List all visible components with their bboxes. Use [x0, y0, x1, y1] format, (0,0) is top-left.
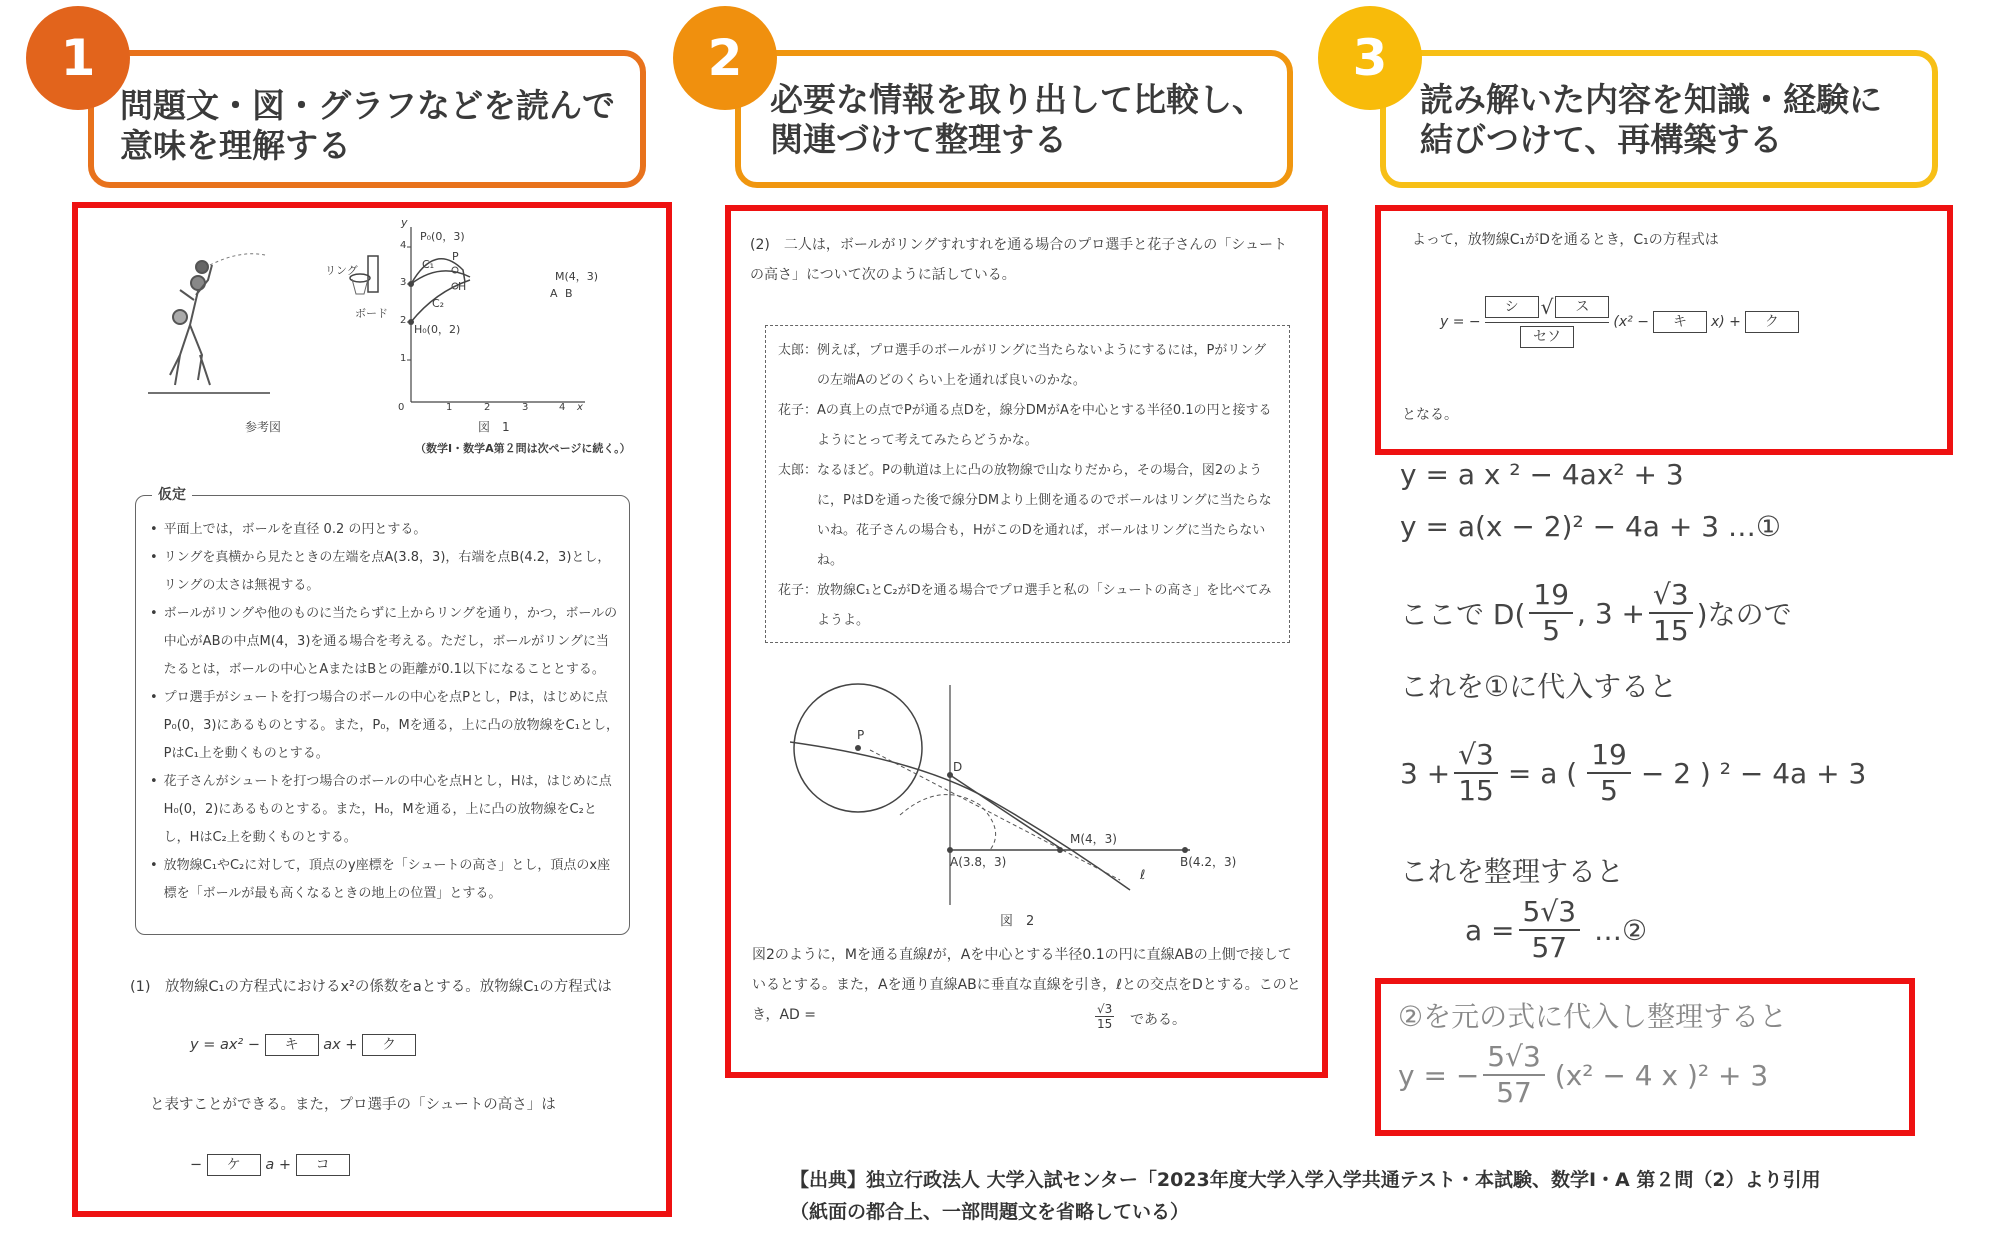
step1-text: 問題文・図・グラフなどを読んで 意味を理解する: [120, 86, 615, 165]
fig2-b-label: B(4.2，3): [1180, 855, 1237, 869]
dialogue-speaker: 花子：: [778, 403, 818, 418]
dialogue-line: [778, 456, 1277, 576]
ad-fraction: [1095, 1002, 1114, 1031]
dialogue-line: [778, 576, 1277, 636]
fig2-d-label: D: [953, 760, 963, 774]
step2-text: 必要な情報を取り出して比較し、 関連づけて整理する: [770, 80, 1265, 159]
d-y-pre: , 3 +: [1577, 596, 1646, 630]
eq3-num: √3: [1454, 738, 1498, 774]
graph-tick-x4: 4: [559, 402, 566, 413]
ring-label: リング: [325, 264, 358, 277]
eq3-fraction1: [1454, 738, 1498, 808]
d-x-fraction: [1529, 578, 1573, 648]
eq3-den: 15: [1458, 774, 1494, 807]
figure2-caption: 図 2: [1000, 914, 1035, 929]
eq3-end: − 2 ) ² − 4a + 3: [1640, 756, 1867, 790]
graph-a-label: A: [550, 287, 558, 300]
graph-p0-label: P₀(0，3): [420, 230, 465, 243]
eq3-num2: 19: [1587, 738, 1631, 774]
fig2-a-label: A(3.8，3): [950, 855, 1007, 869]
graph-h0-label: H₀(0，2): [414, 323, 461, 336]
source-line1: 【出典】独立行政法人 大学入試センター「2023年度大学入学入学共通テスト・本試験、数学Ⅰ・A 第２問（2）より引用: [790, 1169, 1821, 1191]
figure1-graph: [395, 222, 595, 412]
ad-denominator: 15: [1097, 1017, 1113, 1031]
answer-box-ki: キ: [265, 1034, 319, 1056]
answer-box-ku-3: ク: [1745, 311, 1799, 333]
eq-mid2: x) +: [1710, 313, 1741, 330]
question1-equation2: [190, 1150, 350, 1180]
graph-p-label: P: [452, 250, 459, 263]
eq3-fraction2: [1587, 738, 1631, 808]
ad-end: である。: [1130, 1012, 1186, 1028]
eq-mid1: (x² −: [1613, 313, 1649, 330]
dialogue-speaker: 太郎：: [778, 343, 818, 358]
dialogue-text: Aの真上の点でPが通る点Dを，線分DMがAを中心とする半径0.1の円と接するようにとって考えてみたらどうかな。: [817, 403, 1272, 448]
answer-box-su: ス: [1555, 296, 1609, 318]
d-y-den: 15: [1653, 614, 1689, 647]
graph-tick-x2: 2: [484, 402, 491, 413]
graph-y-axis-label: y: [401, 216, 408, 229]
final-fraction: [1483, 1040, 1544, 1110]
dialogue-text: 放物線C₁とC₂がDを通る場合でプロ選手と私の「シュートの高さ」を比べてみようよ。: [817, 583, 1272, 628]
dialogue-speaker: 花子：: [778, 583, 818, 598]
fig2-m-label: M(4，3): [1070, 832, 1117, 846]
graph-m-label: M(4，3): [555, 270, 599, 283]
figure1-note: （数学Ⅰ・数学A第２問は次ページに続く。）: [415, 442, 631, 455]
graph-h-label: H: [458, 280, 467, 293]
final-den: 57: [1496, 1076, 1532, 1109]
ring-board-figure: [330, 248, 390, 308]
basketball-player-figure: [140, 245, 270, 395]
solution-sub-text: これを①に代入すると: [1400, 670, 1678, 703]
a-mark: …②: [1594, 913, 1648, 947]
assumption-box: [135, 495, 630, 935]
sqrt-icon: √: [1540, 295, 1554, 319]
eq-numerator: [1485, 295, 1610, 323]
graph-tick-y3: 3: [400, 277, 407, 288]
eq-fraction: [1485, 295, 1610, 348]
assumption-item: • ボールがリングや他のものに当たらずに上からリングを通り，かつ，ボールの中心がABの中点M(4，3)を通る場合を考える。ただし，ボールがリングに当たるとは，ボールの中心とAまたはBとの距離が0.1以下になることとする。: [150, 606, 618, 677]
graph-tick-y1: 1: [400, 353, 407, 364]
dialogue-box: [765, 325, 1290, 643]
dialogue-speaker: 太郎：: [778, 463, 818, 478]
assumption-item: • プロ選手がシュートを打つ場合のボールの中心を点Pとし，Pは，はじめに点P₀(0，3)にあるものとする。また，P₀，Mを通る，上に凸の放物線をC₁とし，PはC₁上を動くものとする。: [150, 690, 619, 761]
eq2-minus: −: [190, 1157, 203, 1173]
solution-seiri: これを整理すると: [1400, 855, 1625, 888]
fig2-l-label: ℓ: [1140, 868, 1146, 883]
assumption-item: • 花子さんがシュートを打つ場合のボールの中心を点Hとし，Hは，はじめに点H₀(0，2)にあるものとする。また，H₀，Mを通る，上に凸の放物線をC₂とし，HはC₂上を動くものとする。: [150, 774, 612, 845]
graph-x-axis-label: x: [577, 402, 583, 413]
assumption-item: • リングを真横から見たときの左端を点A(3.8，3)，右端を点B(4.2，3)とし，リングの太さは無視する。: [150, 550, 611, 593]
solution-a-eq: [1465, 895, 1647, 965]
assumption-item: • 平面上では，ボールを直径 0.2 の円とする。: [150, 522, 427, 537]
answer-box-ke: ケ: [207, 1154, 261, 1176]
final-num: 5√3: [1483, 1040, 1544, 1076]
graph-tick-y2: 2: [400, 315, 407, 326]
graph-c2-label: C₂: [432, 297, 445, 310]
solution-line1: y = a x ² − 4ax² + 3: [1400, 458, 1684, 491]
dialogue-text: なるほど。Pの軌道は上に凸の放物線で山なりだから，その場合，図2のように，PはDを通った後で線分DMより上側を通るのでボールはリングに当たらないね。花子さんの場合も，HがこのDを通れば，ボールはリングに当たらないね。: [817, 463, 1272, 568]
eq3-den2: 5: [1600, 774, 1618, 807]
eq3-mid: = a (: [1507, 756, 1578, 790]
eq2-mid: a +: [265, 1157, 292, 1173]
dialogue-line: [778, 396, 1277, 456]
board-label: ボード: [355, 307, 388, 320]
a-fraction: [1519, 895, 1580, 965]
step3-number: 3: [1318, 6, 1422, 110]
panel3-top-text: よって，放物線C₁がDを通るとき，C₁の方程式は: [1412, 232, 1719, 248]
assumption-list: [150, 516, 619, 908]
step1-number: 1: [26, 6, 130, 110]
eq-mid: ax +: [323, 1037, 358, 1053]
final-equation: [1398, 1040, 1768, 1110]
koko-prefix: ここで D(: [1400, 598, 1526, 631]
d-y-num: √3: [1649, 578, 1693, 614]
graph-tick-y4: 4: [400, 240, 407, 251]
answer-box-shi: シ: [1485, 296, 1539, 318]
a-num: 5√3: [1519, 895, 1580, 931]
eq-prefix: y = ax² −: [190, 1037, 260, 1053]
question1-text: (1) 放物線C₁の方程式におけるx²の係数をaとする。放物線C₁の方程式は: [130, 979, 612, 995]
question1-after: と表すことができる。また，プロ選手の「シュートの高さ」は: [150, 1097, 556, 1113]
final-y: y = −: [1398, 1058, 1480, 1092]
assumption-title: 仮定: [152, 484, 192, 504]
ad-numerator: √3: [1097, 1002, 1113, 1016]
figure2-diagram: [790, 680, 1260, 910]
a-den: 57: [1531, 931, 1568, 964]
question1-equation: [190, 1030, 416, 1060]
source-line2: （紙面の都合上、一部問題文を省略している）: [790, 1201, 1190, 1223]
answer-box-seso: セソ: [1520, 326, 1574, 348]
fig2-p-label: P: [857, 728, 865, 742]
panel3-equation: [1440, 295, 1799, 348]
dialogue-text: 例えば，プロ選手のボールがリングに当たらないようにするには，Pがリングの左端Aのどのくらい上を通れば良いのかな。: [817, 343, 1267, 388]
step2-number: 2: [673, 6, 777, 110]
panel2-text-after: 図2のように，Mを通る直線ℓが，Aを中心とする半径0.1の円に直線ABの上側で接しているとする。また，Aを通り直線ABに垂直な直線を引き，ℓとの交点をDとする。このとき，AD =: [752, 947, 1301, 1023]
d-x-num: 19: [1529, 578, 1573, 614]
figure1-caption: 図 1: [478, 420, 510, 434]
answer-box-ko: コ: [296, 1154, 350, 1176]
final-text: ②を元の式に代入し整理すると: [1398, 1000, 1788, 1033]
panel2-intro: (2) 二人は，ボールがリングすれすれを通る場合のプロ選手と花子さんの「シュートの高さ」について次のように話している。: [750, 237, 1287, 283]
a-eq-prefix: a =: [1465, 913, 1515, 947]
graph-b-label: B: [565, 287, 573, 300]
answer-box-ku: ク: [362, 1034, 416, 1056]
eq3-pre: 3 +: [1400, 756, 1451, 790]
graph-c1-label: C₁: [422, 258, 435, 271]
final-end: (x² − 4 x )² + 3: [1554, 1058, 1769, 1092]
assumption-item: • 放物線C₁やC₂に対して，頂点のy座標を「シュートの高さ」とし，頂点のx座標を「ボールが最も高くなるときの地上の位置」とする。: [150, 858, 611, 901]
d-y-fraction: [1649, 578, 1693, 648]
step3-text: 読み解いた内容を知識・経験に 結びつけて、再構築する: [1420, 80, 1882, 159]
solution-koko: [1400, 578, 1792, 648]
graph-tick-x3: 3: [522, 402, 529, 413]
solution-line2: y = a(x − 2)² − 4a + 3 …①: [1400, 510, 1782, 543]
eq-y-prefix: y = −: [1440, 313, 1481, 330]
d-x-den: 5: [1542, 614, 1561, 647]
graph-tick-x0: 0: [398, 402, 405, 413]
ref-figure-caption: 参考図: [245, 420, 282, 434]
answer-box-ki-3: キ: [1653, 311, 1707, 333]
panel3-bottom-text: となる。: [1402, 407, 1458, 423]
d-end: )なので: [1696, 598, 1792, 631]
graph-tick-x1: 1: [446, 402, 453, 413]
dialogue-line: [778, 336, 1277, 396]
solution-eq3: [1400, 738, 1866, 808]
